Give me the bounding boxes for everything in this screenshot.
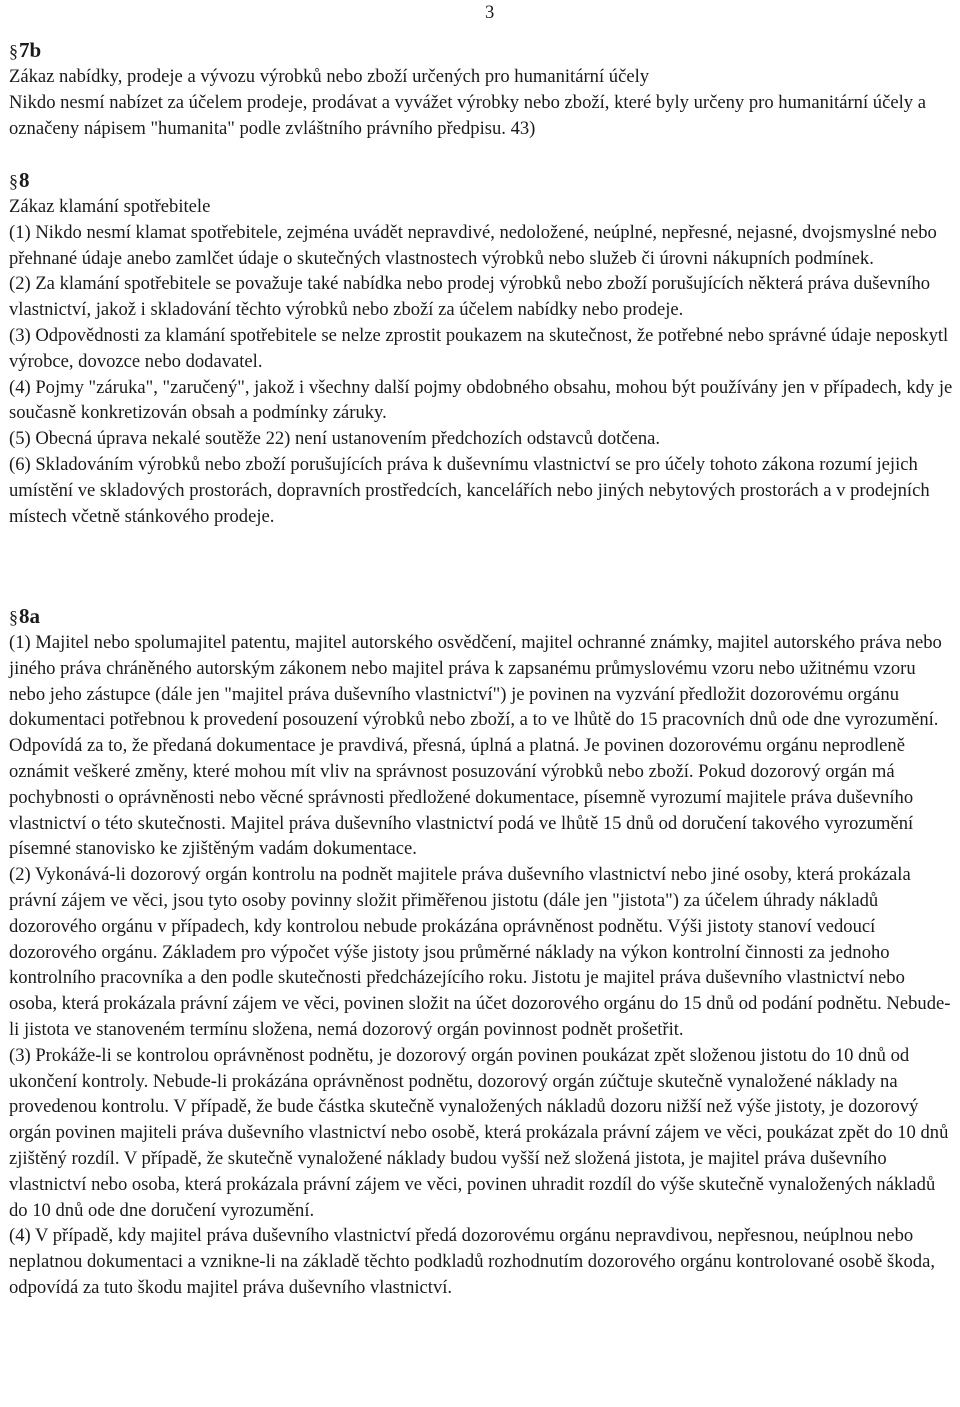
section-8 (9, 167, 954, 529)
paragraph-1: (1) Nikdo nesmí klamat spotřebitele, zejména uvádět nepravdivé, nedoložené, neúplné, nepřesné, nejasné, dvojsmyslné nebo přehnané údaje anebo zamlčet údaje o skutečných vlastnostech výrobků nebo služeb či úrovni nákupních podmínek. (9, 221, 937, 269)
section-title: Zákaz nabídky, prodeje a vývozu výrobků nebo zboží určených pro humanitární účely (9, 66, 650, 87)
paragraph-4: (4) V případě, kdy majitel práva duševního vlastnictví předá dozorovému orgánu nepravdivou, nepřesnou, neúplnou nebo neplatnou dokumentaci a vznikne-li na základě těchto podkladů rozhodnutím dozorového orgánu kontrolované osobě škoda, odpovídá za tuto škodu majitel práva duševního vlastnictví. (9, 1225, 935, 1298)
paragraph-4: (4) Pojmy "záruka", "zaručený", jakož i všechny další pojmy obdobného obsahu, mohou být používány jen v případech, kdy je současně konkretizován obsah a podmínky záruky. (9, 376, 953, 424)
section-heading (9, 37, 954, 64)
section-symbol: § (9, 171, 18, 191)
paragraph-3: (3) Odpovědnosti za klamání spotřebitele se nelze zprostit poukazem na skutečnost, že potřebné nebo správné údaje neposkytl výrobce, dovozce nebo dodavatel. (9, 324, 949, 372)
page-number: 3 (485, 2, 495, 23)
paragraph-2: (2) Vykonává-li dozorový orgán kontrolu na podnět majitele práva duševního vlastnictví nebo jiné osoby, která prokázala právní zájem ve věci, jsou tyto osoby povinny složit přiměřenou jistotu (dále jen "jistota") za účelem úhrady nákladů dozorového orgánu v případech, kdy kontrolou nebude prokázána oprávněnost podnětu. Výši jistoty stanoví vedoucí dozorového orgánu. Základem pro výpočet výše jistoty jsou průměrné náklady na výkon kontrolní činnosti za jednoho kontrolního pracovníka a den podle skutečnosti předcházejícího roku. Jistotu je majitel práva duševního vlastnictví nebo osoba, která prokázala právní zájem ve věci, povinen složit na účet dozorového orgánu do 15 dnů od podání podnětu. Nebude-li jistota ve stanoveném termínu složena, nemá dozorový orgán povinnost podnět prošetřit. (9, 864, 951, 1040)
paragraph-5: (5) Obecná úprava nekalé soutěže 22) není ustanovením předchozích odstavců dotčena. (9, 428, 661, 450)
section-number: 8a (19, 604, 40, 628)
section-number: 7b (19, 38, 42, 62)
section-7b (9, 37, 954, 141)
section-heading (9, 603, 954, 630)
paragraph: Nikdo nesmí nabízet za účelem prodeje, prodávat a vyvážet výrobky nebo zboží, které byly určeny pro humanitární účely a označeny nápisem "humanita" podle zvláštního právního předpisu. 43) (9, 91, 926, 139)
paragraph-1: (1) Majitel nebo spolumajitel patentu, majitel autorského osvědčení, majitel ochranné známky, majitel autorského práva nebo jiného práva chráněného autorským zákonem nebo majitel práva k zapsanému průmyslovému vzoru nebo užitnému vzoru nebo jeho zástupce (dále jen "majitel práva duševního vlastnictví") je povinen na vyzvání předložit dozorovému orgánu dokumentaci potřebnou k provedení posouzení výrobků nebo zboží, a to ve lhůtě do 15 pracovních dnů ode dne vyrozumění. Odpovídá za to, že předaná dokumentace je pravdivá, přesná, úplná a platná. Je povinen dozorovému orgánu neprodleně oznámit veškeré změny, které mohou mít vliv na správnost posuzování výrobků nebo zboží. Pokud dozorový orgán má pochybnosti o oprávněnosti nebo věcné správnosti předložené dokumentace, písemně vyrozumí majitele práva duševního vlastnictví o této skutečnosti. Majitel práva duševního vlastnictví podá ve lhůtě 15 dnů od doručení takového vyrozumění písemné stanovisko ke zjištěným vadám dokumentace. (9, 632, 942, 860)
section-8a (9, 603, 954, 1301)
section-symbol: § (9, 41, 18, 61)
paragraph-6: (6) Skladováním výrobků nebo zboží porušujících práva k duševnímu vlastnictví se pro účely tohoto zákona rozumí jejich umístění ve skladových prostorách, dopravních prostředcích, kancelářích nebo jiných nebytových prostorách a v prodejních místech včetně stánkového prodeje. (9, 453, 930, 527)
section-title: Zákaz klamání spotřebitele (9, 196, 211, 217)
section-number: 8 (19, 168, 30, 192)
section-symbol: § (9, 607, 18, 627)
paragraph-3: (3) Prokáže-li se kontrolou oprávněnost podnětu, je dozorový orgán povinen poukázat zpět složenou jistotu do 10 dnů od ukončení kontroly. Nebude-li prokázána oprávněnost podnětu, dozorový orgán zúčtuje skutečně vynaložené náklady na provedenou kontrolu. V případě, že bude částka skutečně vynaložených nákladů dozoru nižší než výše jistoty, je dozorový orgán povinen majiteli práva duševního vlastnictví nebo osobě, která prokázala právní zájem ve věci, poukázat zpět do 10 dnů zjištěný rozdíl. V případě, že skutečně vynaložené náklady budou vyšší než složená jistota, je majitel práva duševního vlastnictví nebo osoba, která prokázala právní zájem ve věci, povinen uhradit rozdíl do výše skutečně vynaložených nákladů do 10 dnů ode dne doručení vyrozumění. (9, 1044, 949, 1221)
section-heading (9, 167, 954, 194)
paragraph-2: (2) Za klamání spotřebitele se považuje také nabídka nebo prodej výrobků nebo zboží porušujících některá práva duševního vlastnictví, jakož i skladování těchto výrobků nebo zboží za účelem nabídky nebo prodeje. (9, 273, 931, 321)
